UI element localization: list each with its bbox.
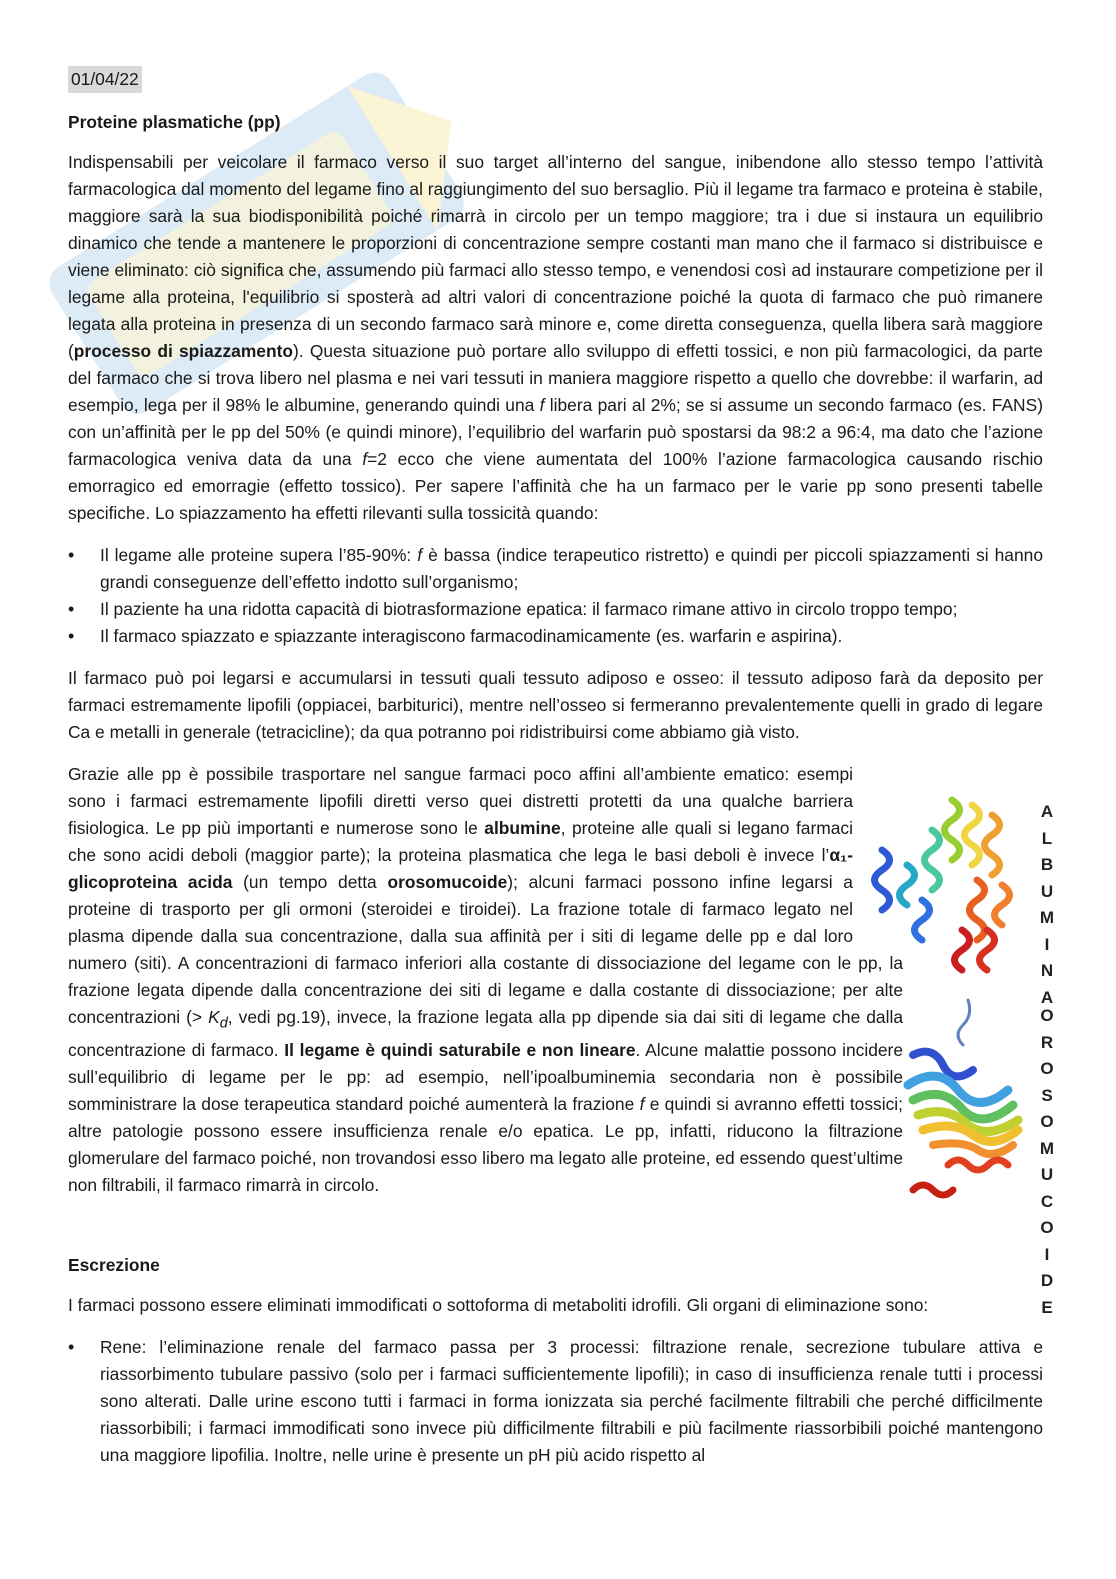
- vertical-label-orosomucoide: [1038, 1003, 1056, 1321]
- vertical-letter: U: [1040, 881, 1054, 901]
- list-item: • Rene: l’eliminazione renale del farmaco passa per 3 processi: filtrazione renale, secrezione tubulare attiva e riassorbimento tubulare passivo (solo per i farmaci sufficientemente lipofili); in caso di insufficienza renale tutti i processi sono alterati. Dalle urine escono tutti i farmaci in forma ionizzata sia perché facilmente filtrabili che perché difficilmente riassorbibili; i farmaci immodificati sono invece più difficilmente filtrabili e più facilmente riassorbibili poiché mantengono una maggiore lipofilia. Inoltre, nelle urine è presente un pH più acido rispetto al: [68, 1334, 1043, 1469]
- vertical-letter: A: [1040, 987, 1054, 1007]
- vertical-letter: C: [1040, 1191, 1054, 1211]
- vertical-letter: O: [1040, 1218, 1054, 1237]
- document-content: [68, 66, 1043, 1484]
- document-date: 01/04/22: [68, 66, 142, 93]
- vertical-letter: S: [1041, 1085, 1053, 1105]
- vertical-letter: N: [1040, 961, 1054, 980]
- list-organi-eliminazione: [68, 1334, 1043, 1469]
- vertical-letter: U: [1040, 1165, 1054, 1184]
- list-item: • Il legame alle proteine supera l’85-90%: f è bassa (indice terapeutico ristretto) e quindi per piccoli spiazzamenti si hanno grandi conseguenze dell’effetto indotto sull’organismo;: [68, 542, 1043, 596]
- section-title-escrezione: Escrezione: [68, 1255, 160, 1276]
- vertical-letter: M: [1039, 1138, 1055, 1158]
- vertical-letter: O: [1040, 1006, 1054, 1025]
- vertical-letter: R: [1040, 1032, 1054, 1052]
- list-item: • Il farmaco spiazzato e spiazzante interagiscono farmacodinamicamente (es. warfarin e aspirina).: [68, 623, 1043, 650]
- list-item: • Il paziente ha una ridotta capacità di biotrasformazione epatica: il farmaco rimane attivo in circolo troppo tempo;: [68, 596, 1043, 623]
- vertical-letter: E: [1041, 1297, 1053, 1317]
- paragraph-albumine: Grazie alle pp è possibile trasportare nel sangue farmaci poco affini all’ambiente ematico: esempi sono i farmaci estremamente lipofili diretti verso quei distretti protetti da una qualche barriera fisiologica. Le pp più importanti e numerose sono le albumine, proteine alle quali si legano farmaci che sono acidi deboli (maggior parte); la proteina plasmatica che lega le basi deboli è invece l’α₁-glicoproteina acida (un tempo detta orosomucoide); alcuni farmaci possono infine legarsi a proteine di trasporto per gli ormoni (steroidei e tiroidei). La frazione totale di farmaco legato nel plasma dipende dalla sua concentrazione, dalla sua affinità per i siti di legame delle pp e dal loro numero (siti). A concentrazioni di farmaco inferiori alla costante di dissociazione del legame con le pp, la frazione legata dipende dalla concentrazione dei siti di legame e dalla costante di dissociazione; per alte concentrazioni (> $K_d$, vedi pg.19), invece, la frazione legata alla pp dipende sia dai siti di legame che dalla concentrazione di farmaco. Il legame è quindi saturabile e non lineare. Alcune malattie possono incidere sull’equilibrio di legame per le pp: ad esempio, nell’ipoalbuminemia secondaria non è possibile somministrare la dose terapeutica standard poiché aumenterà la frazione f e quindi si avranno effetti tossici; altre patologie possono essere insufficienza renale e/o epatica. Le pp, infatti, riducono la filtrazione glomerulare del farmaco poiché, non trovandosi esso libero ma legato alle proteine, ed essendo quest’ultime non filtrabili, il farmaco rimarrà in circolo.: [68, 764, 904, 1196]
- albumina-structure-image: [862, 790, 1032, 980]
- vertical-letter: B: [1040, 855, 1054, 874]
- section-title-proteine: Proteine plasmatiche (pp): [68, 112, 281, 132]
- vertical-letter: A: [1040, 802, 1054, 821]
- vertical-letter: O: [1040, 1059, 1054, 1078]
- vertical-letter: I: [1044, 934, 1050, 954]
- paragraph-proteine-intro: Indispensabili per veicolare il farmaco verso il suo target all’interno del sangue, inibendone allo stesso tempo l’attività farmacologica dal momento del legame fino al raggiungimento del suo bersaglio. Più il legame tra farmaco e proteina è stabile, maggiore sarà la sua biodisponibilità poiché rimarrà in circolo per un tempo maggiore; tra i due si instaura un equilibrio dinamico che tende a mantenere le proporzioni di concentrazione sempre costanti man mano che il farmaco si distribuisce e viene eliminato: ciò significa che, assumendo più farmaci allo stesso tempo, e venendosi così ad instaurare competizione per il legame alla proteina, l'equilibrio si sposterà ad altri valori di concentrazione poiché la quota di farmaco che può rimanere legata alla proteina in presenza di un secondo farmaco sarà minore e, come diretta conseguenza, quella libera sarà maggiore (processo di spiazzamento). Questa situazione può portare allo sviluppo di effetti tossici, e non più farmacologici, da parte del farmaco che si trova libero nel plasma e nei vari tessuti in maniera maggiore rispetto a quello che dovrebbe: il warfarin, ad esempio, lega per il 98% le albumine, generando quindi una f libera pari al 2%; se si assume un secondo farmaco (es. FANS) con un’affinità per le pp del 50% (e quindi minore), l’equilibrio del warfarin può spostarsi da 98:2 a 96:4, ma dato che l’azione farmacologica veniva data da una f=2 ecco che viene aumentata del 100% l’azione farmacologica causando rischio emorragico ed emorragie (effetto tossico). Per sapere l’affinità che ha un farmaco per le varie pp sono presenti tabelle specifiche. Lo spiazzamento ha effetti rilevanti sulla tossicità quando:: [68, 152, 1044, 523]
- paragraph-escrezione: I farmaci possono essere eliminati immodificati o sottoforma di metaboliti idrofili. Gli organi di eliminazione sono:: [68, 1295, 929, 1316]
- vertical-letter: I: [1044, 1244, 1050, 1264]
- vertical-letter: D: [1040, 1271, 1054, 1290]
- vertical-letter: O: [1040, 1112, 1054, 1131]
- vertical-letter: L: [1041, 828, 1053, 848]
- orosomucoide-structure-image: [893, 995, 1033, 1200]
- vertical-label-albumina: [1038, 799, 1056, 1011]
- list-spiazzamento: [68, 542, 1043, 650]
- paragraph-accumulo: Il farmaco può poi legarsi e accumularsi in tessuti quali tessuto adiposo e osseo: il tessuto adiposo farà da deposito per farmaci estremamente lipofili (oppiacei, barbiturici), mentre nell’osseo si fermeranno prevalentemente quelli in grado di legare Ca e metalli in generale (tetracicline); da qua potranno poi ridistribuirsi come abbiamo già visto.: [68, 668, 1043, 742]
- vertical-letter: M: [1039, 908, 1055, 927]
